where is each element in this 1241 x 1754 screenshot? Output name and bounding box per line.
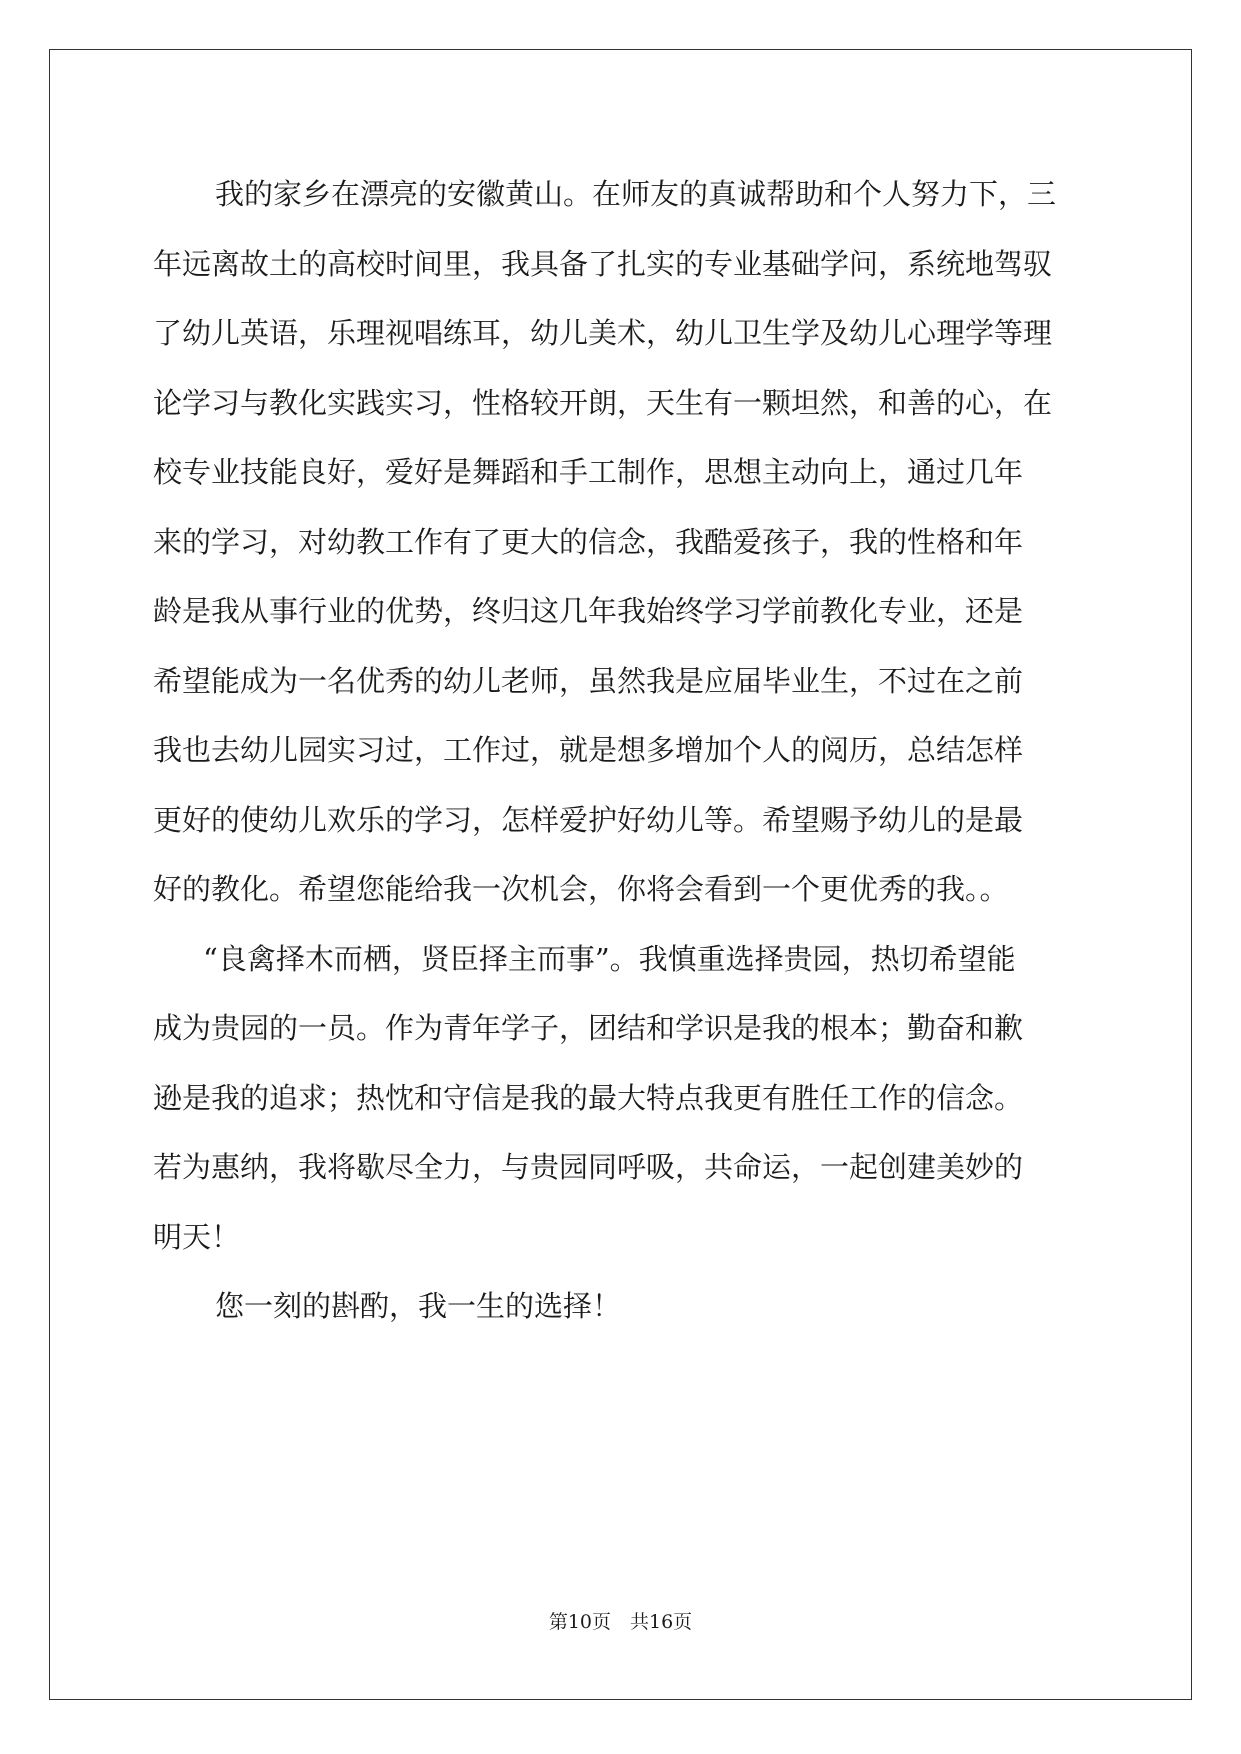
paragraph-1-line-11: 好的教化。希望您能给我一次机会，你将会看到一个更优秀的我。。 [153, 872, 1009, 906]
paragraph-1-line-6: 来的学习，对幼教工作有了更大的信念，我酷爱孩子，我的性格和年 [153, 524, 1024, 559]
paragraph-2-line-4: 若为惠纳，我将歇尽全力，与贵园同呼吸，共命运，一起创建美妙的 [153, 1150, 1024, 1184]
paragraph-2-line-3: 逊是我的追求；热忱和守信是我的最大特点我更有胜任工作的信念。 [153, 1080, 1024, 1115]
paragraph-1-line-4: 论学习与教化实践实习，性格较开朗，天生有一颗坦然，和善的心，在 [153, 385, 1053, 420]
paragraph-2-line-2: 成为贵园的一员。作为青年学子，团结和学识是我的根本；勤奋和歉 [153, 1011, 1024, 1045]
page-number-footer: 第10页 共16页 [548, 1611, 693, 1633]
paragraph-3-line-1: 您一刻的斟酌，我一生的选择！ [215, 1289, 622, 1323]
paragraph-1-line-2: 年远离故土的高校时间里，我具备了扎实的专业基础学问，系统地驾驭 [153, 246, 1053, 281]
paragraph-1-line-3: 了幼儿英语，乐理视唱练耳，幼儿美术，幼儿卫生学及幼儿心理学等理 [153, 316, 1053, 350]
paragraph-1-line-8: 希望能成为一名优秀的幼儿老师，虽然我是应届毕业生，不过在之前 [153, 663, 1024, 698]
paragraph-1-line-1: 我的家乡在漂亮的安徽黄山。在师友的真诚帮助和个人努力下，三 [215, 177, 1057, 211]
document-body [153, 160, 1093, 1342]
paragraph-1-line-10: 更好的使幼儿欢乐的学习，怎样爱护好幼儿等。希望赐予幼儿的是最 [153, 802, 1024, 837]
paragraph-1-line-7: 龄是我从事行业的优势，终归这几年我始终学习学前教化专业，还是 [153, 594, 1024, 628]
paragraph-1-line-9: 我也去幼儿园实习过，工作过，就是想多增加个人的阅历，总结怎样 [153, 733, 1024, 767]
paragraph-1-line-5: 校专业技能良好，爱好是舞蹈和手工制作，思想主动向上，通过几年 [153, 455, 1024, 489]
paragraph-2-line-1: “良禽择木而栖，贤臣择主而事”。我慎重选择贵园，热切希望能 [203, 941, 1016, 976]
paragraph-2-line-5: 明天！ [153, 1219, 241, 1254]
